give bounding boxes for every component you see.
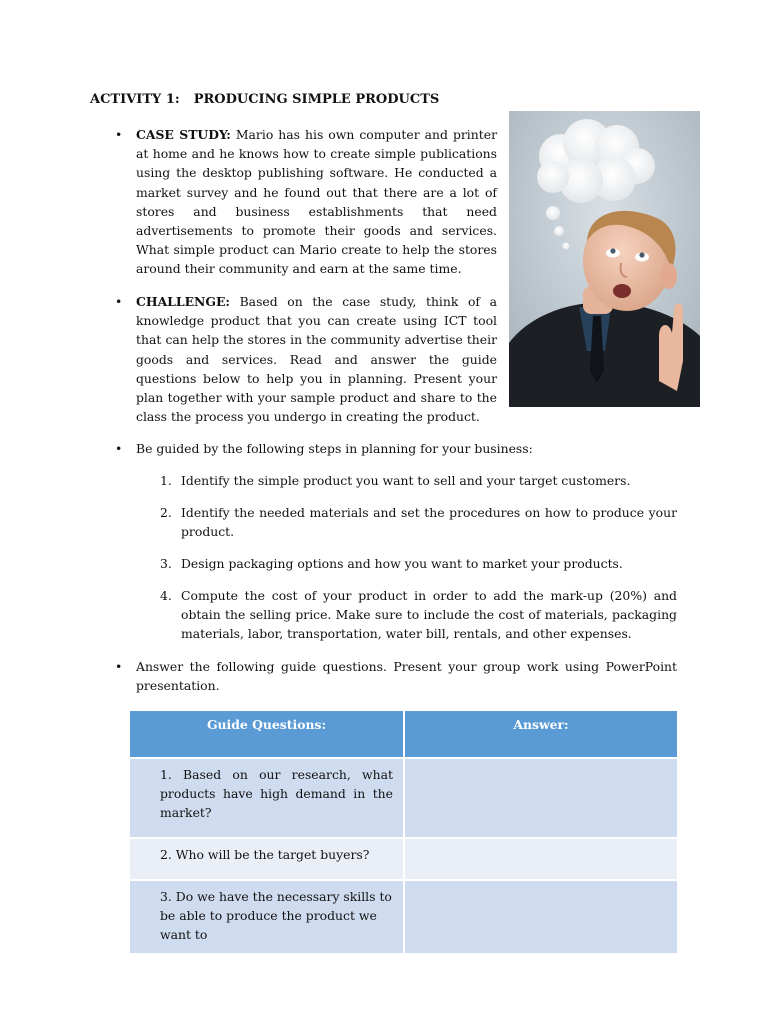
guide-questions-table (128, 709, 679, 955)
guided-text: Be guided by the following steps in planning for your business: (136, 441, 533, 456)
answer-cell[interactable] (404, 838, 678, 880)
case-study-paragraph (115, 125, 497, 279)
boy-thinking-thought-cloud-photo-icon (509, 111, 700, 407)
boy-thinking-photo (509, 111, 700, 407)
challenge-paragraph (115, 292, 497, 426)
challenge-text: Based on the case study, think of a knowledge product that you can create using ICT tool that can help the stores in the community advertise their goods and services. Read and answer the guide questions below to help you in planning. Present your plan together with your sample product and share to the class the process you undergo in creating the product. (136, 294, 497, 425)
step-number: 3. (160, 556, 172, 571)
question-cell: 2. Who will be the target buyers? (129, 838, 404, 880)
column-header-answer: Answer: (404, 710, 678, 758)
step-number: 1. (160, 473, 172, 488)
step-text: Identify the simple product you want to sell and your target customers. (181, 473, 631, 488)
step-number: 4. (160, 588, 172, 603)
table-row (129, 880, 678, 954)
answer-instruction-text: Answer the following guide questions. Present your group work using PowerPoint presentation. (136, 659, 677, 694)
step-text: Compute the cost of your product in order to add the mark-up (20%) and obtain the selling price. Make sure to include the cost of materials, packaging materials, labor, transportation, water bill, rentals, and other expenses. (181, 588, 677, 642)
step-number: 2. (160, 505, 172, 520)
bullet-icon: • (115, 659, 123, 674)
challenge-label: CHALLENGE: (136, 294, 230, 309)
case-study-label: CASE STUDY: (136, 127, 231, 142)
step-text: Design packaging options and how you want to market your products. (181, 556, 623, 571)
answer-cell[interactable] (404, 758, 678, 838)
guided-paragraph (115, 439, 677, 458)
bullet-icon: • (115, 294, 123, 309)
answer-instruction-paragraph (115, 657, 677, 695)
activity-number: ACTIVITY 1: (90, 92, 180, 107)
bullet-icon: • (115, 127, 123, 142)
planning-steps-list (160, 471, 677, 646)
table-header-row (129, 710, 678, 758)
column-header-guide-questions: Guide Questions: (129, 710, 404, 758)
question-cell: 3. Do we have the necessary skills to be able to produce the product we want to (129, 880, 404, 954)
bullet-icon: • (115, 441, 123, 456)
activity-title (90, 92, 439, 107)
question-cell: 1. Based on our research, what products have high demand in the market? (129, 758, 404, 838)
table-row (129, 838, 678, 880)
case-study-text: Mario has his own computer and printer at home and he knows how to create simple publications using the desktop publishing software. He conducted a market survey and he found out that there are a lot of stores and business establishments that need advertisements to promote their goods and services. What simple product can Mario create to help the stores around their community and earn at the same time. (136, 127, 497, 277)
step-text: Identify the needed materials and set the procedures on how to produce your product. (181, 505, 677, 540)
table-row (129, 758, 678, 838)
activity-name: PRODUCING SIMPLE PRODUCTS (193, 92, 440, 107)
answer-cell[interactable] (404, 880, 678, 954)
